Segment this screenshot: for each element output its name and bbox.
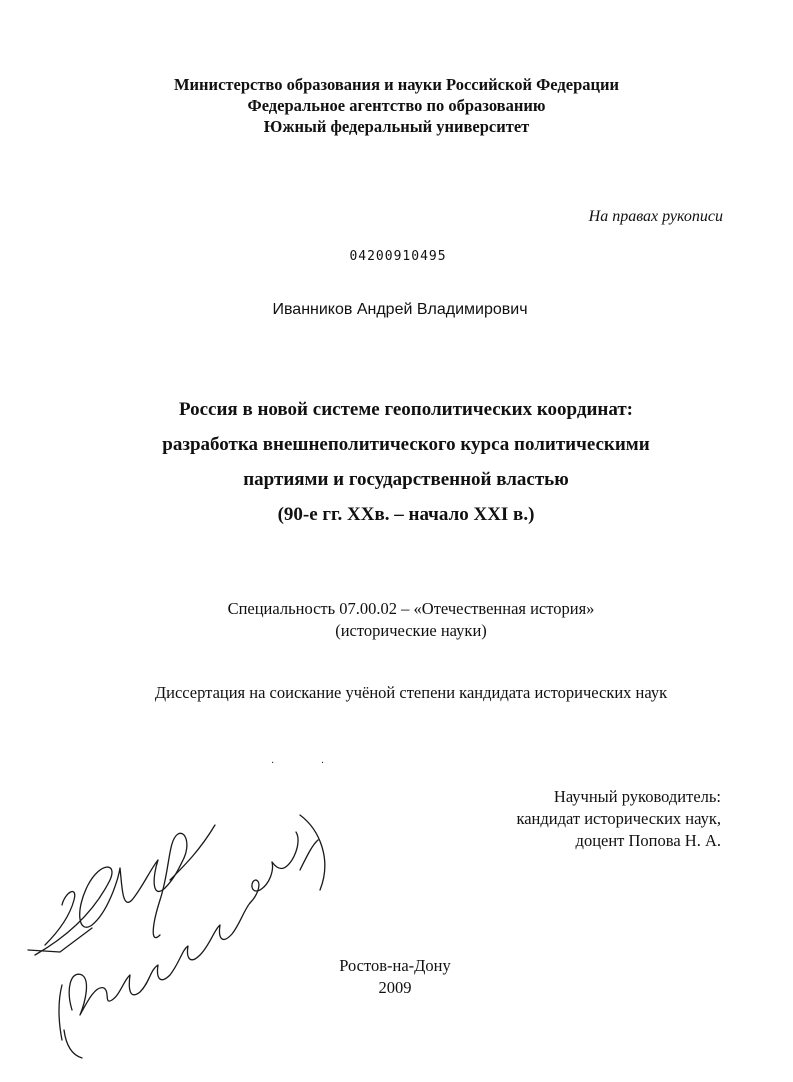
university-line: Южный федеральный университет bbox=[263, 117, 530, 136]
rights-note: На правах рукописи bbox=[588, 208, 723, 225]
ministry-line: Министерство образования и науки Российской Федерации bbox=[173, 75, 620, 94]
ministry-header bbox=[0, 74, 793, 137]
advisor-name: доцент Попова Н. А. bbox=[575, 831, 721, 850]
agency-line: Федеральное агентство по образованию bbox=[247, 96, 546, 115]
dissertation-degree: Диссертация на соискание учёной степени кандидата исторических наук bbox=[154, 683, 668, 702]
year: 2009 bbox=[378, 978, 412, 997]
author-name: Иванников Андрей Владимирович bbox=[272, 301, 528, 318]
specialty bbox=[0, 598, 793, 642]
specialty-line: Специальность 07.00.02 – «Отечественная история» bbox=[227, 599, 595, 618]
dissertation-title bbox=[0, 392, 793, 532]
advisor-label: Научный руководитель: bbox=[553, 787, 721, 806]
title-line: (90-е гг. ХХв. – начало XXI в.) bbox=[277, 504, 535, 525]
specialty-field: (исторические науки) bbox=[335, 621, 487, 640]
title-line: разработка внешнеполитического курса политическими bbox=[162, 434, 650, 455]
advisor-degree: кандидат исторических наук, bbox=[516, 809, 721, 828]
scientific-advisor bbox=[516, 786, 721, 852]
registry-code: 04200910495 bbox=[349, 249, 447, 264]
city: Ростов-на-Дону bbox=[339, 956, 451, 975]
place-and-year bbox=[0, 955, 790, 999]
title-line: Россия в новой системе геополитических координат: bbox=[178, 399, 634, 420]
title-line: партиями и государственной властью bbox=[243, 469, 569, 490]
scan-specks: · · bbox=[271, 758, 347, 769]
